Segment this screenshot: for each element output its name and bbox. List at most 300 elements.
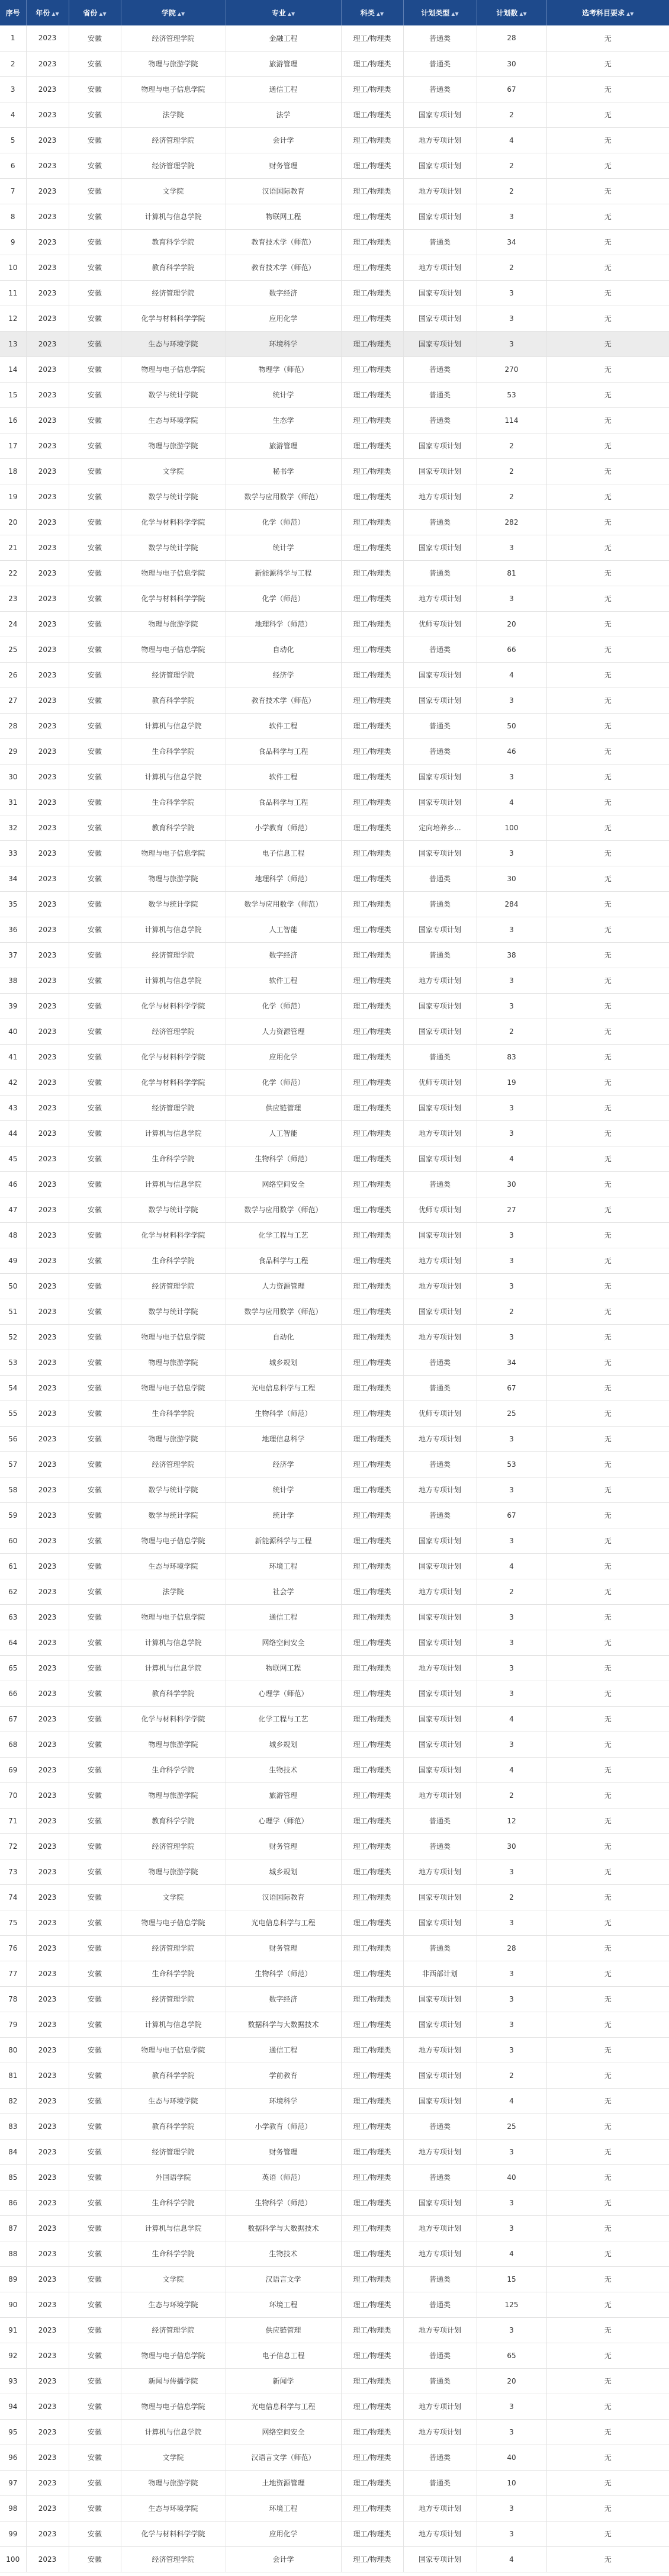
cell-plan-count: 67: [477, 1502, 546, 1528]
cell-province: 安徽: [69, 1502, 121, 1528]
cell-subject-requirement: 无: [546, 1477, 669, 1502]
cell-year: 2023: [26, 1171, 69, 1197]
cell-major: 环境工程: [226, 2292, 341, 2317]
cell-category: 理工/物理类: [341, 76, 403, 102]
cell-major: 化学（师范）: [226, 1069, 341, 1095]
cell-plan-type: 国家专项计划: [403, 1910, 477, 1935]
cell-category: 理工/物理类: [341, 229, 403, 255]
cell-major: 人工智能: [226, 1120, 341, 1146]
cell-subject-requirement: 无: [546, 2215, 669, 2241]
table-row: [0, 509, 669, 535]
cell-index: 81: [0, 2063, 26, 2088]
cell-major: 环境科学: [226, 2088, 341, 2114]
cell-major: 财务管理: [226, 1935, 341, 1961]
cell-plan-type: 普通类: [403, 1451, 477, 1477]
cell-index: 65: [0, 1655, 26, 1681]
sort-icon[interactable]: ▲▼: [451, 11, 459, 17]
cell-province: 安徽: [69, 2063, 121, 2088]
cell-plan-type: 普通类: [403, 1502, 477, 1528]
cell-category: 理工/物理类: [341, 2546, 403, 2572]
cell-subject-requirement: 无: [546, 1120, 669, 1146]
cell-plan-type: 地方专项计划: [403, 1782, 477, 1808]
cell-plan-count: 34: [477, 229, 546, 255]
cell-major: 秘书学: [226, 458, 341, 484]
sort-icon[interactable]: ▲▼: [287, 11, 295, 17]
cell-major: 城乡规划: [226, 1859, 341, 1884]
table-row: [0, 1248, 669, 1273]
cell-year: 2023: [26, 1401, 69, 1426]
cell-plan-type: 地方专项计划: [403, 2521, 477, 2546]
cell-category: 理工/物理类: [341, 1808, 403, 1833]
cell-subject-requirement: 无: [546, 1324, 669, 1350]
cell-major: 旅游管理: [226, 433, 341, 458]
cell-index: 24: [0, 611, 26, 637]
cell-college: 物理与旅游学院: [121, 866, 226, 891]
table-row: [0, 1961, 669, 1986]
cell-major: 化学（师范）: [226, 586, 341, 611]
cell-major: 物理学（师范）: [226, 356, 341, 382]
cell-plan-type: 国家专项计划: [403, 153, 477, 178]
cell-province: 安徽: [69, 1044, 121, 1069]
cell-plan-count: 284: [477, 891, 546, 917]
cell-college: 数学与统计学院: [121, 891, 226, 917]
cell-plan-type: 普通类: [403, 866, 477, 891]
cell-college: 外国语学院: [121, 2164, 226, 2190]
column-header-index[interactable]: 序号: [0, 0, 26, 25]
cell-province: 安徽: [69, 1350, 121, 1375]
table-row: [0, 1120, 669, 1146]
cell-college: 文学院: [121, 2266, 226, 2292]
cell-subject-requirement: 无: [546, 662, 669, 688]
cell-plan-count: 4: [477, 1706, 546, 1732]
cell-subject-requirement: 无: [546, 1350, 669, 1375]
cell-category: 理工/物理类: [341, 1553, 403, 1579]
cell-province: 安徽: [69, 2190, 121, 2215]
sort-icon[interactable]: ▲▼: [177, 11, 185, 17]
cell-plan-type: 国家专项计划: [403, 1732, 477, 1757]
cell-college: 教育科学学院: [121, 2114, 226, 2139]
cell-year: 2023: [26, 1019, 69, 1044]
cell-college: 经济管理学院: [121, 1273, 226, 1299]
column-header-plan-type[interactable]: 计划类型 ▲▼: [403, 0, 477, 25]
cell-province: 安徽: [69, 815, 121, 840]
cell-plan-type: 地方专项计划: [403, 1324, 477, 1350]
cell-province: 安徽: [69, 2215, 121, 2241]
cell-year: 2023: [26, 2394, 69, 2419]
cell-subject-requirement: 无: [546, 1069, 669, 1095]
cell-year: 2023: [26, 51, 69, 76]
cell-province: 安徽: [69, 255, 121, 280]
cell-subject-requirement: 无: [546, 255, 669, 280]
cell-category: 理工/物理类: [341, 2394, 403, 2419]
table-row: [0, 611, 669, 637]
table-row: [0, 1604, 669, 1630]
cell-major: 环境科学: [226, 331, 341, 356]
sort-icon[interactable]: ▲▼: [376, 11, 384, 17]
cell-plan-count: 4: [477, 1757, 546, 1782]
cell-major: 物联网工程: [226, 204, 341, 229]
cell-index: 76: [0, 1935, 26, 1961]
cell-college: 物理与旅游学院: [121, 2470, 226, 2495]
cell-major: 数据科学与大数据技术: [226, 2012, 341, 2037]
sort-icon[interactable]: ▲▼: [626, 11, 634, 17]
cell-college: 生态与环境学院: [121, 407, 226, 433]
cell-category: 理工/物理类: [341, 1299, 403, 1324]
table-row: [0, 1859, 669, 1884]
cell-subject-requirement: 无: [546, 458, 669, 484]
cell-index: 100: [0, 2546, 26, 2572]
cell-year: 2023: [26, 1732, 69, 1757]
cell-category: 理工/物理类: [341, 1375, 403, 1401]
column-header-major[interactable]: 专业 ▲▼: [226, 0, 341, 25]
cell-plan-count: 4: [477, 662, 546, 688]
cell-major: 通信工程: [226, 2037, 341, 2063]
cell-province: 安徽: [69, 1401, 121, 1426]
cell-category: 理工/物理类: [341, 1732, 403, 1757]
cell-year: 2023: [26, 2037, 69, 2063]
table-row: [0, 535, 669, 560]
cell-college: 数学与统计学院: [121, 1477, 226, 1502]
cell-province: 安徽: [69, 1528, 121, 1553]
table-row: [0, 2037, 669, 2063]
cell-year: 2023: [26, 2190, 69, 2215]
cell-major: 通信工程: [226, 76, 341, 102]
cell-plan-count: 12: [477, 1808, 546, 1833]
cell-plan-type: 普通类: [403, 2343, 477, 2368]
cell-college: 教育科学学院: [121, 229, 226, 255]
cell-plan-count: 3: [477, 1426, 546, 1451]
cell-province: 安徽: [69, 1477, 121, 1502]
cell-index: 92: [0, 2343, 26, 2368]
cell-category: 理工/物理类: [341, 204, 403, 229]
cell-plan-count: 3: [477, 917, 546, 942]
cell-subject-requirement: 无: [546, 2190, 669, 2215]
cell-province: 安徽: [69, 1120, 121, 1146]
cell-plan-type: 普通类: [403, 1833, 477, 1859]
cell-plan-type: 国家专项计划: [403, 2063, 477, 2088]
cell-college: 物理与电子信息学院: [121, 637, 226, 662]
cell-category: 理工/物理类: [341, 2470, 403, 2495]
column-header-province[interactable]: 省份 ▲▼: [69, 0, 121, 25]
cell-category: 理工/物理类: [341, 1655, 403, 1681]
cell-major: 化学工程与工艺: [226, 1222, 341, 1248]
cell-category: 理工/物理类: [341, 764, 403, 789]
cell-plan-count: 3: [477, 2394, 546, 2419]
cell-year: 2023: [26, 204, 69, 229]
cell-college: 物理与电子信息学院: [121, 2394, 226, 2419]
cell-index: 48: [0, 1222, 26, 1248]
sort-icon[interactable]: ▲▼: [519, 11, 527, 17]
cell-province: 安徽: [69, 2012, 121, 2037]
table-row: [0, 2317, 669, 2343]
cell-college: 数学与统计学院: [121, 382, 226, 407]
cell-college: 生命科学学院: [121, 2241, 226, 2266]
cell-plan-type: 国家专项计划: [403, 1553, 477, 1579]
cell-year: 2023: [26, 509, 69, 535]
cell-plan-type: 普通类: [403, 76, 477, 102]
cell-category: 理工/物理类: [341, 509, 403, 535]
column-header-plan-count[interactable]: 计划数 ▲▼: [477, 0, 546, 25]
cell-major: 化学工程与工艺: [226, 1706, 341, 1732]
cell-province: 安徽: [69, 1732, 121, 1757]
cell-plan-type: 地方专项计划: [403, 1579, 477, 1604]
cell-subject-requirement: 无: [546, 2139, 669, 2164]
cell-subject-requirement: 无: [546, 1706, 669, 1732]
cell-province: 安徽: [69, 637, 121, 662]
cell-category: 理工/物理类: [341, 458, 403, 484]
cell-index: 20: [0, 509, 26, 535]
cell-province: 安徽: [69, 1019, 121, 1044]
cell-province: 安徽: [69, 942, 121, 968]
cell-major: 小学教育（师范）: [226, 2114, 341, 2139]
cell-year: 2023: [26, 1553, 69, 1579]
cell-college: 计算机与信息学院: [121, 204, 226, 229]
cell-college: 文学院: [121, 1884, 226, 1910]
table-row: [0, 2470, 669, 2495]
cell-major: 地理信息科学: [226, 1426, 341, 1451]
cell-plan-type: 普通类: [403, 713, 477, 738]
cell-plan-type: 国家专项计划: [403, 1604, 477, 1630]
cell-category: 理工/物理类: [341, 611, 403, 637]
cell-plan-count: 2: [477, 1019, 546, 1044]
cell-plan-type: 国家专项计划: [403, 764, 477, 789]
cell-college: 物理与电子信息学院: [121, 1528, 226, 1553]
cell-province: 安徽: [69, 1910, 121, 1935]
cell-category: 理工/物理类: [341, 993, 403, 1019]
cell-plan-type: 国家专项计划: [403, 1528, 477, 1553]
cell-subject-requirement: 无: [546, 1681, 669, 1706]
cell-college: 法学院: [121, 102, 226, 127]
cell-province: 安徽: [69, 535, 121, 560]
cell-plan-type: 优师专项计划: [403, 1401, 477, 1426]
table-row: [0, 586, 669, 611]
cell-plan-type: 普通类: [403, 942, 477, 968]
cell-major: 统计学: [226, 382, 341, 407]
table-row: [0, 815, 669, 840]
cell-plan-count: 28: [477, 1935, 546, 1961]
cell-year: 2023: [26, 2317, 69, 2343]
cell-plan-count: 4: [477, 2241, 546, 2266]
cell-plan-count: 114: [477, 407, 546, 433]
cell-plan-count: 3: [477, 2037, 546, 2063]
cell-year: 2023: [26, 738, 69, 764]
cell-index: 97: [0, 2470, 26, 2495]
cell-year: 2023: [26, 1273, 69, 1299]
cell-plan-count: 40: [477, 2445, 546, 2470]
cell-major: 生物科学（师范）: [226, 2190, 341, 2215]
cell-plan-count: 3: [477, 1630, 546, 1655]
cell-province: 安徽: [69, 611, 121, 637]
cell-year: 2023: [26, 280, 69, 306]
column-header-college[interactable]: 学院 ▲▼: [121, 0, 226, 25]
column-header-category[interactable]: 科类 ▲▼: [341, 0, 403, 25]
cell-year: 2023: [26, 1757, 69, 1782]
cell-province: 安徽: [69, 1095, 121, 1120]
cell-index: 8: [0, 204, 26, 229]
cell-category: 理工/物理类: [341, 1069, 403, 1095]
cell-plan-type: 国家专项计划: [403, 306, 477, 331]
cell-subject-requirement: 无: [546, 356, 669, 382]
cell-subject-requirement: 无: [546, 2114, 669, 2139]
cell-index: 78: [0, 1986, 26, 2012]
cell-plan-count: 20: [477, 2368, 546, 2394]
cell-category: 理工/物理类: [341, 1986, 403, 2012]
cell-college: 物理与电子信息学院: [121, 560, 226, 586]
cell-province: 安徽: [69, 178, 121, 204]
cell-subject-requirement: 无: [546, 407, 669, 433]
cell-province: 安徽: [69, 509, 121, 535]
cell-major: 光电信息科学与工程: [226, 1910, 341, 1935]
cell-index: 83: [0, 2114, 26, 2139]
cell-plan-type: 定向培养乡...: [403, 815, 477, 840]
cell-province: 安徽: [69, 560, 121, 586]
cell-college: 化学与材料科学学院: [121, 1706, 226, 1732]
cell-major: 生物科学（师范）: [226, 1146, 341, 1171]
cell-year: 2023: [26, 25, 69, 51]
cell-plan-type: 国家专项计划: [403, 2190, 477, 2215]
cell-category: 理工/物理类: [341, 942, 403, 968]
cell-year: 2023: [26, 1681, 69, 1706]
cell-college: 计算机与信息学院: [121, 1630, 226, 1655]
cell-year: 2023: [26, 840, 69, 866]
cell-college: 计算机与信息学院: [121, 2012, 226, 2037]
cell-subject-requirement: 无: [546, 815, 669, 840]
table-row: [0, 1324, 669, 1350]
cell-index: 40: [0, 1019, 26, 1044]
table-row: [0, 1833, 669, 1859]
cell-major: 化学（师范）: [226, 509, 341, 535]
cell-index: 55: [0, 1401, 26, 1426]
cell-college: 物理与电子信息学院: [121, 1604, 226, 1630]
cell-year: 2023: [26, 1299, 69, 1324]
cell-college: 生命科学学院: [121, 1248, 226, 1273]
cell-college: 物理与旅游学院: [121, 1732, 226, 1757]
table-row: [0, 993, 669, 1019]
cell-year: 2023: [26, 968, 69, 993]
cell-year: 2023: [26, 382, 69, 407]
cell-category: 理工/物理类: [341, 1706, 403, 1732]
cell-subject-requirement: 无: [546, 1248, 669, 1273]
cell-index: 86: [0, 2190, 26, 2215]
cell-plan-count: 4: [477, 789, 546, 815]
table-row: [0, 229, 669, 255]
cell-plan-type: 普通类: [403, 2266, 477, 2292]
cell-college: 计算机与信息学院: [121, 1120, 226, 1146]
cell-category: 理工/物理类: [341, 637, 403, 662]
cell-college: 经济管理学院: [121, 25, 226, 51]
cell-index: 30: [0, 764, 26, 789]
cell-index: 18: [0, 458, 26, 484]
cell-college: 计算机与信息学院: [121, 968, 226, 993]
cell-province: 安徽: [69, 2114, 121, 2139]
cell-college: 经济管理学院: [121, 1986, 226, 2012]
cell-category: 理工/物理类: [341, 866, 403, 891]
cell-province: 安徽: [69, 2394, 121, 2419]
cell-subject-requirement: 无: [546, 1171, 669, 1197]
cell-plan-type: 普通类: [403, 2164, 477, 2190]
column-header-subject-requirement[interactable]: 选考科目要求 ▲▼: [582, 9, 634, 17]
cell-subject-requirement: 无: [546, 153, 669, 178]
cell-year: 2023: [26, 407, 69, 433]
table-row: [0, 178, 669, 204]
cell-year: 2023: [26, 2343, 69, 2368]
cell-province: 安徽: [69, 662, 121, 688]
cell-index: 43: [0, 1095, 26, 1120]
cell-plan-type: 国家专项计划: [403, 280, 477, 306]
cell-index: 63: [0, 1604, 26, 1630]
table-row: [0, 1069, 669, 1095]
cell-college: 经济管理学院: [121, 153, 226, 178]
cell-major: 心理学（师范）: [226, 1681, 341, 1706]
cell-province: 安徽: [69, 2470, 121, 2495]
cell-year: 2023: [26, 1579, 69, 1604]
cell-major: 学前教育: [226, 2063, 341, 2088]
cell-province: 安徽: [69, 1833, 121, 1859]
cell-year: 2023: [26, 1477, 69, 1502]
cell-major: 新能源科学与工程: [226, 560, 341, 586]
cell-plan-count: 50: [477, 713, 546, 738]
cell-category: 理工/物理类: [341, 153, 403, 178]
cell-college: 物理与电子信息学院: [121, 76, 226, 102]
cell-year: 2023: [26, 2495, 69, 2521]
cell-college: 数学与统计学院: [121, 1299, 226, 1324]
cell-major: 自动化: [226, 1324, 341, 1350]
cell-index: 66: [0, 1681, 26, 1706]
cell-year: 2023: [26, 331, 69, 356]
cell-subject-requirement: 无: [546, 2317, 669, 2343]
cell-college: 教育科学学院: [121, 815, 226, 840]
cell-category: 理工/物理类: [341, 1146, 403, 1171]
cell-plan-type: 优师专项计划: [403, 611, 477, 637]
cell-major: 通信工程: [226, 1604, 341, 1630]
cell-category: 理工/物理类: [341, 2088, 403, 2114]
cell-college: 生命科学学院: [121, 1961, 226, 1986]
cell-plan-count: 81: [477, 560, 546, 586]
cell-province: 安徽: [69, 840, 121, 866]
table-row: [0, 1426, 669, 1451]
cell-college: 计算机与信息学院: [121, 917, 226, 942]
cell-plan-count: 2: [477, 458, 546, 484]
table-row: [0, 1299, 669, 1324]
cell-major: 地理科学（师范）: [226, 866, 341, 891]
cell-plan-count: 3: [477, 2495, 546, 2521]
cell-plan-type: 国家专项计划: [403, 1019, 477, 1044]
cell-plan-type: 地方专项计划: [403, 586, 477, 611]
cell-plan-type: 国家专项计划: [403, 1299, 477, 1324]
cell-index: 33: [0, 840, 26, 866]
column-header-year[interactable]: 年份 ▲▼: [26, 0, 69, 25]
cell-index: 44: [0, 1120, 26, 1146]
cell-year: 2023: [26, 993, 69, 1019]
cell-year: 2023: [26, 1350, 69, 1375]
table-row: [0, 1197, 669, 1222]
table-row: [0, 2164, 669, 2190]
sort-icon[interactable]: ▲▼: [99, 11, 107, 17]
cell-subject-requirement: 无: [546, 331, 669, 356]
sort-icon[interactable]: ▲▼: [52, 11, 59, 17]
cell-province: 安徽: [69, 2546, 121, 2572]
cell-plan-count: 25: [477, 2114, 546, 2139]
cell-index: 4: [0, 102, 26, 127]
table-row: [0, 1350, 669, 1375]
cell-index: 99: [0, 2521, 26, 2546]
cell-plan-type: 地方专项计划: [403, 1273, 477, 1299]
cell-plan-type: 非西部计划: [403, 1961, 477, 1986]
table-row: [0, 1171, 669, 1197]
cell-category: 理工/物理类: [341, 1630, 403, 1655]
cell-category: 理工/物理类: [341, 1961, 403, 1986]
cell-subject-requirement: 无: [546, 1808, 669, 1833]
